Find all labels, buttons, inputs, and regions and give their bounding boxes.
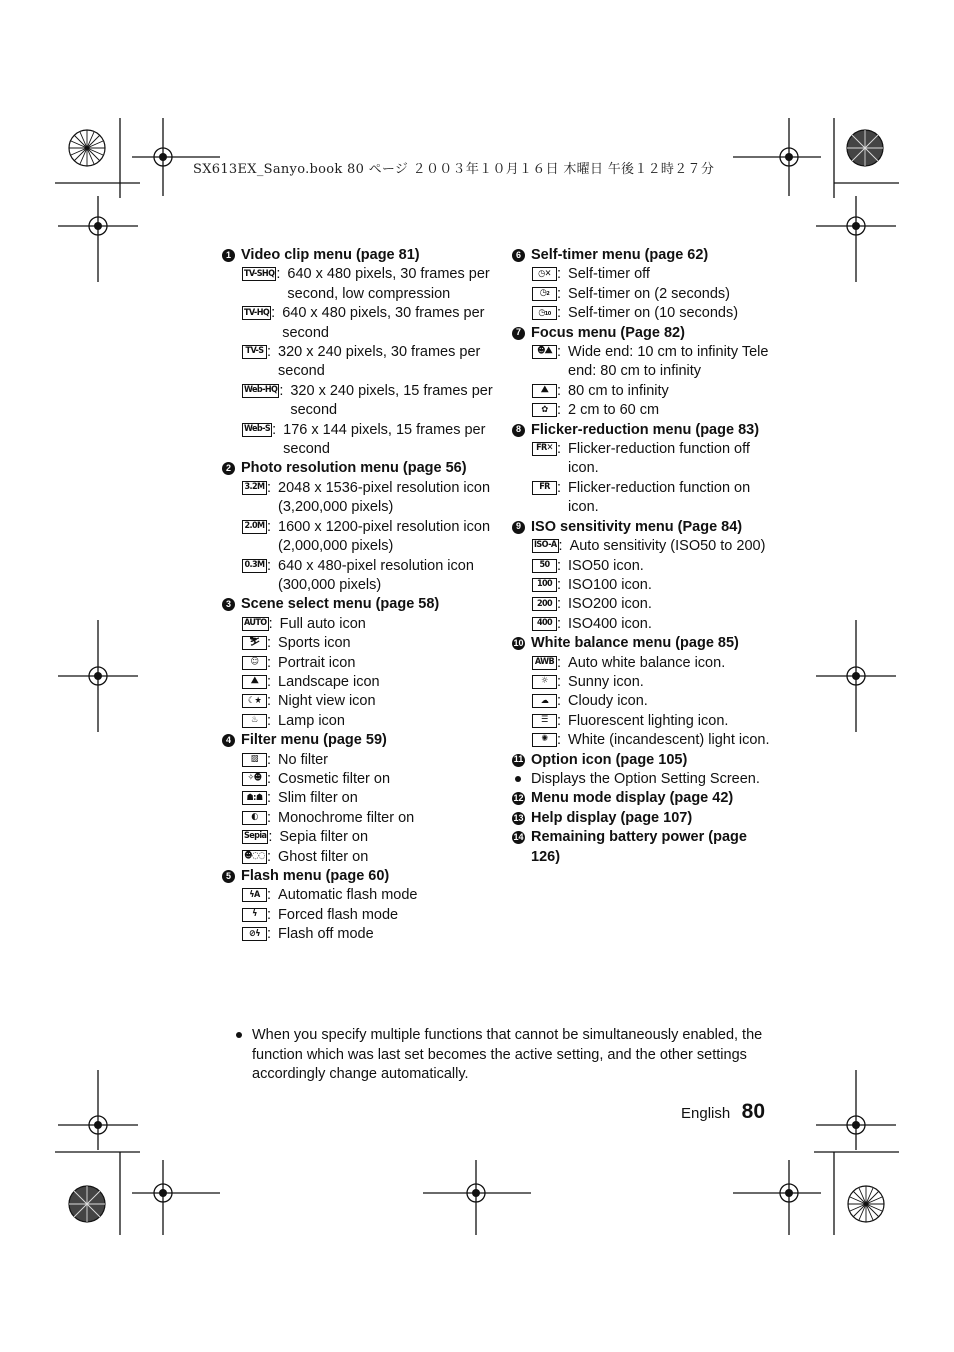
menu-item <box>512 401 774 420</box>
item-description: White (incandescent) light icon. <box>568 732 770 749</box>
mode-icon: ☻⛰ <box>532 345 557 359</box>
menu-item <box>512 285 774 304</box>
section-number-badge: 9 <box>512 521 525 534</box>
mode-icon: ◷₁₀ <box>532 306 557 320</box>
item-description: Landscape icon <box>278 673 380 690</box>
mode-icon: ☺ <box>242 656 267 670</box>
separator: : <box>557 441 562 458</box>
menu-item <box>512 731 774 750</box>
separator: : <box>267 887 272 904</box>
menu-item <box>512 557 774 576</box>
separator: : <box>267 344 272 361</box>
mode-icon: TV-SHQ <box>242 267 276 281</box>
separator: : <box>557 693 562 710</box>
item-description: ISO100 icon. <box>568 576 652 593</box>
item-description: Monochrome filter on <box>278 809 415 826</box>
menu-item <box>222 809 494 828</box>
item-description: Forced flash mode <box>278 906 399 923</box>
section-number-badge: 12 <box>512 792 525 805</box>
mode-icon: TV-S <box>242 345 267 359</box>
note-paragraph <box>236 1026 776 1085</box>
item-description: 640 x 480 pixels, 30 frames per second, low compression <box>287 266 490 302</box>
menu-item <box>222 557 494 596</box>
mode-icon: 50 <box>532 559 557 573</box>
separator: : <box>557 557 562 574</box>
separator: : <box>267 926 272 943</box>
section-heading <box>512 246 774 265</box>
mode-icon: FR✕ <box>532 442 557 456</box>
separator: : <box>267 770 272 787</box>
item-description: Lamp icon <box>278 712 345 729</box>
note-text: When you specify multiple functions that cannot be simultaneously enabled, the function which was last set becomes the active setting, and the other settings accordingly change automatically. <box>252 1027 763 1083</box>
section-heading <box>222 867 494 886</box>
mode-icon: ✧☻ <box>242 772 267 786</box>
mode-icon: Sepia <box>242 830 268 844</box>
item-description: 176 x 144 pixels, 15 frames per second <box>283 421 486 458</box>
separator: : <box>267 654 272 671</box>
separator: : <box>267 635 272 652</box>
section-heading <box>512 324 774 343</box>
menu-item <box>222 692 494 711</box>
separator: : <box>279 382 284 399</box>
menu-item <box>222 770 494 789</box>
mode-icon: ♨ <box>242 714 267 728</box>
separator: : <box>557 732 562 749</box>
separator: : <box>267 751 272 768</box>
separator: : <box>557 344 562 361</box>
mode-icon: 0.3M <box>242 559 267 573</box>
section-title: Video clip menu (page 81) <box>241 247 420 263</box>
menu-item <box>512 304 774 323</box>
separator: : <box>267 809 272 826</box>
mode-icon: ⛰ <box>532 384 557 398</box>
section-title: ISO sensitivity menu (Page 84) <box>531 518 743 535</box>
menu-item <box>222 751 494 770</box>
separator: : <box>267 693 272 710</box>
mode-icon: ☰ <box>532 714 557 728</box>
item-description: 2048 x 1536-pixel resolution icon (3,200,000 pixels) <box>278 479 491 516</box>
right-column <box>512 246 774 867</box>
separator: : <box>267 790 272 807</box>
menu-item <box>512 712 774 731</box>
section-title: Flicker-reduction menu (page 83) <box>531 421 760 438</box>
section-heading <box>222 595 494 614</box>
menu-item <box>222 615 494 634</box>
item-description: 640 x 480 pixels, 30 frames per second <box>282 305 485 341</box>
item-description: Sports icon <box>278 635 351 652</box>
section-heading <box>512 518 774 537</box>
mode-icon: ◷✕ <box>532 267 557 281</box>
item-description: Self-timer on (10 seconds) <box>568 305 739 322</box>
item-description: 640 x 480-pixel resolution icon (300,000 pixels) <box>278 557 474 593</box>
menu-item <box>222 886 494 905</box>
section-heading <box>512 789 774 808</box>
separator: : <box>272 421 277 438</box>
section-title: Flash menu (page 60) <box>241 868 390 884</box>
mode-icon: ☼ <box>532 675 557 689</box>
mode-icon: 2.0M <box>242 520 267 534</box>
section-title: Help display (page 107) <box>531 809 693 826</box>
section-number-badge: 3 <box>222 598 235 611</box>
section-number-badge: 11 <box>512 754 525 767</box>
menu-item <box>222 789 494 808</box>
section-number-badge: 6 <box>512 249 525 262</box>
mode-icon: ☗:☗ <box>242 791 267 805</box>
menu-item <box>222 304 494 343</box>
mode-icon: ϟ <box>242 908 267 922</box>
section-number-badge: 5 <box>222 870 235 883</box>
menu-item <box>512 382 774 401</box>
separator: : <box>557 654 562 671</box>
section-title: Focus menu (Page 82) <box>531 324 685 341</box>
menu-item <box>512 595 774 614</box>
footer-language: English <box>681 1105 731 1122</box>
item-description: Fluorescent lighting icon. <box>568 712 729 729</box>
menu-item <box>222 828 494 847</box>
item-description: Automatic flash mode <box>278 887 418 904</box>
item-description: 320 x 240 pixels, 30 frames per second <box>278 344 481 380</box>
separator: : <box>267 518 272 535</box>
mode-icon: ⛷ <box>242 636 267 650</box>
section-number-badge: 13 <box>512 812 525 825</box>
mode-icon: AWB <box>532 656 557 670</box>
menu-item <box>222 343 494 382</box>
menu-item <box>222 382 494 421</box>
mode-icon: 100 <box>532 578 557 592</box>
separator: : <box>271 305 276 322</box>
separator: : <box>276 266 281 283</box>
section-number-badge: 8 <box>512 424 525 437</box>
item-description: Sepia filter on <box>279 829 369 846</box>
menu-item <box>512 265 774 284</box>
menu-item <box>222 634 494 653</box>
section-number-badge: 7 <box>512 327 525 340</box>
separator: : <box>557 285 562 302</box>
menu-item <box>222 421 494 460</box>
section-heading <box>512 634 774 653</box>
menu-item <box>512 615 774 634</box>
section-title: Remaining battery power (page 126) <box>531 829 747 865</box>
section-heading <box>512 809 774 828</box>
separator: : <box>267 848 272 865</box>
item-description: Flash off mode <box>278 926 374 943</box>
separator: : <box>267 479 272 496</box>
mode-icon: Web-S <box>242 423 272 437</box>
section-number-badge: 4 <box>222 734 235 747</box>
bullet-dot <box>515 776 521 782</box>
item-description: Full auto icon <box>279 615 366 632</box>
left-column <box>222 246 494 945</box>
section-number-badge: 10 <box>512 637 525 650</box>
section-heading <box>512 828 774 867</box>
separator: : <box>267 712 272 729</box>
item-description: Cloudy icon. <box>568 693 648 710</box>
mode-icon: ◷₂ <box>532 287 557 301</box>
menu-item <box>222 848 494 867</box>
item-description: ISO400 icon. <box>568 615 652 632</box>
menu-item <box>512 343 774 382</box>
mode-icon: 3.2M <box>242 481 267 495</box>
item-description: 1600 x 1200-pixel resolution icon (2,000,000 pixels) <box>278 518 491 555</box>
menu-item <box>222 925 494 944</box>
separator: : <box>267 557 272 574</box>
item-description: 2 cm to 60 cm <box>568 402 660 419</box>
separator: : <box>557 615 562 632</box>
item-description: ISO50 icon. <box>568 557 644 574</box>
item-description: Night view icon <box>278 693 376 710</box>
mode-icon: 400 <box>532 617 557 631</box>
item-description: Wide end: 10 cm to infinity Tele end: 80 cm to infinity <box>568 344 769 380</box>
mode-icon: ◐ <box>242 811 267 825</box>
menu-item <box>512 692 774 711</box>
item-description: No filter <box>278 751 328 768</box>
item-description: Cosmetic filter on <box>278 770 391 787</box>
mode-icon: ⛰ <box>242 675 267 689</box>
section-heading <box>222 246 494 265</box>
separator: : <box>267 673 272 690</box>
separator: : <box>558 538 563 555</box>
mode-icon: ✺ <box>532 733 557 747</box>
bullet-item <box>512 770 774 789</box>
item-description: Auto sensitivity (ISO50 to 200) <box>569 538 766 555</box>
menu-item <box>222 265 494 304</box>
menu-item <box>512 440 774 479</box>
separator: : <box>557 673 562 690</box>
mode-icon: ▨ <box>242 753 267 767</box>
section-title: Photo resolution menu (page 56) <box>241 460 467 477</box>
item-description: Flicker-reduction function off icon. <box>568 441 750 477</box>
menu-item <box>512 673 774 692</box>
mode-icon: ⊘ϟ <box>242 927 267 941</box>
section-heading <box>512 421 774 440</box>
mode-icon: ISO-A <box>532 539 559 553</box>
item-description: Slim filter on <box>278 790 358 807</box>
menu-item <box>222 673 494 692</box>
menu-item <box>222 518 494 557</box>
section-title: Self-timer menu (page 62) <box>531 247 709 263</box>
bullet-dot <box>236 1032 242 1038</box>
mode-icon: 200 <box>532 597 557 611</box>
mode-icon: AUTO <box>242 617 269 631</box>
menu-item <box>512 537 774 556</box>
item-description: 80 cm to infinity <box>568 382 669 399</box>
section-title: Scene select menu (page 58) <box>241 596 440 613</box>
separator: : <box>557 305 562 322</box>
mode-icon: ϟA <box>242 888 267 902</box>
separator: : <box>557 382 562 399</box>
mode-icon: ✿ <box>532 403 557 417</box>
item-description: Sunny icon. <box>568 673 644 690</box>
item-description: Self-timer on (2 seconds) <box>568 285 731 302</box>
section-number-badge: 1 <box>222 249 235 262</box>
menu-item <box>222 712 494 731</box>
separator: : <box>268 829 273 846</box>
section-title: Menu mode display (page 42) <box>531 790 734 807</box>
bullet-text: Displays the Option Setting Screen. <box>531 770 760 787</box>
section-heading <box>222 731 494 750</box>
section-heading <box>512 751 774 770</box>
menu-item <box>512 479 774 518</box>
item-description: Ghost filter on <box>278 848 369 865</box>
separator: : <box>267 906 272 923</box>
separator: : <box>268 615 273 632</box>
mode-icon: ☁ <box>532 694 557 708</box>
separator: : <box>557 712 562 729</box>
mode-icon: ☻◌◌ <box>242 850 267 864</box>
page-number: 80 <box>741 1100 766 1123</box>
print-header: SX613EX_Sanyo.book 80 ページ ２００３年１０月１６日 木曜日 午後１２時２７分 <box>193 162 715 177</box>
item-description: ISO200 icon. <box>568 596 652 613</box>
menu-item <box>222 479 494 518</box>
section-number-badge: 14 <box>512 831 525 844</box>
separator: : <box>557 576 562 593</box>
menu-item <box>512 654 774 673</box>
mode-icon: TV-HQ <box>242 306 271 320</box>
section-number-badge: 2 <box>222 462 235 475</box>
separator: : <box>557 266 562 283</box>
page-footer <box>681 1100 765 1124</box>
mode-icon: FR <box>532 481 557 495</box>
item-description: Self-timer off <box>568 266 650 283</box>
section-title: Filter menu (page 59) <box>241 732 387 749</box>
item-description: Portrait icon <box>278 654 356 671</box>
separator: : <box>557 596 562 613</box>
item-description: 320 x 240 pixels, 15 frames per second <box>290 382 493 419</box>
menu-item <box>222 654 494 673</box>
mode-icon: ☾★ <box>242 694 267 708</box>
section-heading <box>222 459 494 478</box>
separator: : <box>557 479 562 496</box>
item-description: Flicker-reduction function on icon. <box>568 479 751 516</box>
separator: : <box>557 402 562 419</box>
section-title: Option icon (page 105) <box>531 751 688 768</box>
mode-icon: Web-HQ <box>242 384 279 398</box>
item-description: Auto white balance icon. <box>568 654 726 671</box>
menu-item <box>222 906 494 925</box>
section-title: White balance menu (page 85) <box>531 635 739 652</box>
menu-item <box>512 576 774 595</box>
